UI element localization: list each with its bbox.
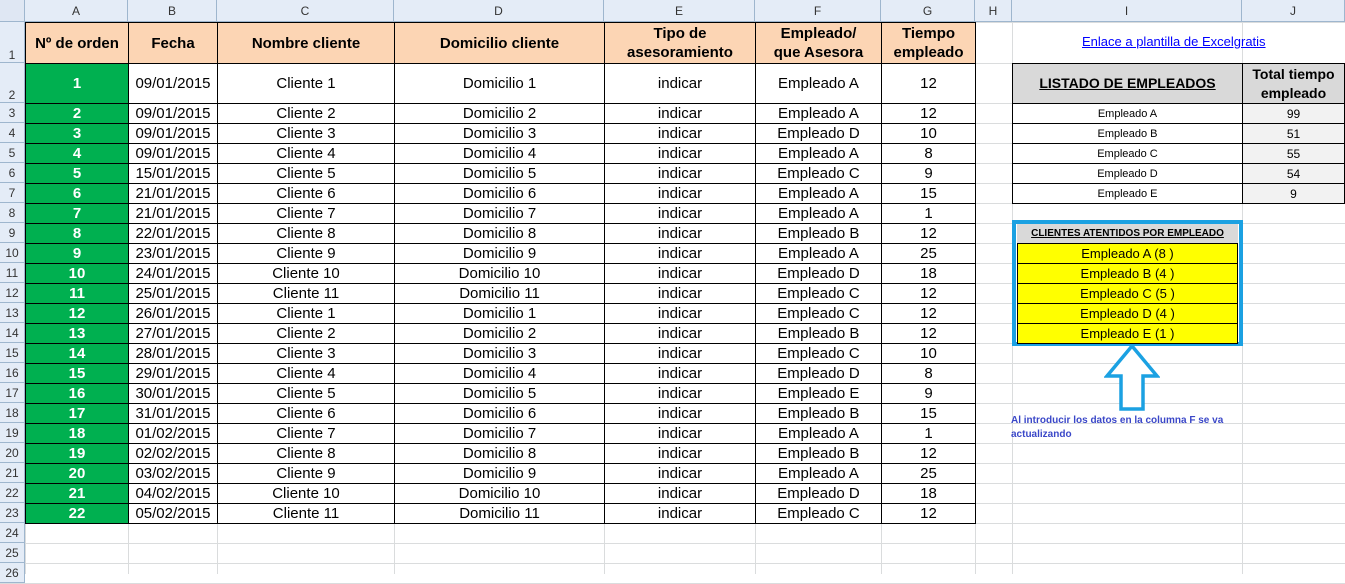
date-cell[interactable]: 09/01/2015 (128, 103, 218, 124)
employee-total-cell[interactable]: 55 (1242, 143, 1345, 164)
header-time-spent[interactable]: Tiempo empleado (881, 22, 976, 64)
client-cell[interactable]: Cliente 4 (217, 363, 395, 384)
time-cell[interactable]: 10 (881, 123, 976, 144)
address-cell[interactable]: Domicilio 2 (394, 323, 605, 344)
employee-name-cell[interactable]: Empleado E (1012, 183, 1243, 204)
time-cell[interactable]: 1 (881, 203, 976, 224)
date-cell[interactable]: 15/01/2015 (128, 163, 218, 184)
excelgratis-link[interactable]: Enlace a plantilla de Excelgratis (1082, 34, 1266, 49)
time-cell[interactable]: 25 (881, 243, 976, 264)
column-header-h[interactable]: H (975, 0, 1012, 22)
employee-cell[interactable]: Empleado D (755, 483, 882, 504)
employee-name-cell[interactable]: Empleado B (1012, 123, 1243, 144)
employee-cell[interactable]: Empleado A (755, 203, 882, 224)
advice-cell[interactable]: indicar (604, 483, 756, 504)
time-cell[interactable]: 1 (881, 423, 976, 444)
client-cell[interactable]: Cliente 3 (217, 343, 395, 364)
employee-cell[interactable]: Empleado D (755, 263, 882, 284)
row-header-23[interactable]: 23 (0, 503, 25, 523)
date-cell[interactable]: 26/01/2015 (128, 303, 218, 324)
order-cell[interactable]: 15 (25, 363, 129, 384)
row-header-16[interactable]: 16 (0, 363, 25, 383)
client-cell[interactable]: Cliente 9 (217, 463, 395, 484)
clients-box-item[interactable]: Empleado A (8 ) (1017, 244, 1238, 264)
row-header-15[interactable]: 15 (0, 343, 25, 363)
order-cell[interactable]: 5 (25, 163, 129, 184)
address-cell[interactable]: Domicilio 5 (394, 383, 605, 404)
order-cell[interactable]: 12 (25, 303, 129, 324)
client-cell[interactable]: Cliente 9 (217, 243, 395, 264)
time-cell[interactable]: 12 (881, 103, 976, 124)
up-arrow-icon (1104, 344, 1160, 412)
time-cell[interactable]: 18 (881, 483, 976, 504)
header-employee[interactable]: Empleado/ que Asesora (755, 22, 882, 64)
employee-name-cell[interactable]: Empleado A (1012, 103, 1243, 124)
date-cell[interactable]: 01/02/2015 (128, 423, 218, 444)
time-cell[interactable]: 12 (881, 223, 976, 244)
employee-cell[interactable]: Empleado A (755, 63, 882, 104)
address-cell[interactable]: Domicilio 11 (394, 283, 605, 304)
employee-cell[interactable]: Empleado B (755, 443, 882, 464)
employees-list-header[interactable]: LISTADO DE EMPLEADOS (1012, 63, 1243, 104)
header-client-name[interactable]: Nombre cliente (217, 22, 395, 64)
row-header-10[interactable]: 10 (0, 243, 25, 263)
employee-cell[interactable]: Empleado A (755, 143, 882, 164)
address-cell[interactable]: Domicilio 8 (394, 223, 605, 244)
client-cell[interactable]: Cliente 10 (217, 483, 395, 504)
order-cell[interactable]: 18 (25, 423, 129, 444)
order-cell[interactable]: 19 (25, 443, 129, 464)
time-cell[interactable]: 15 (881, 403, 976, 424)
advice-cell[interactable]: indicar (604, 163, 756, 184)
date-cell[interactable]: 28/01/2015 (128, 343, 218, 364)
time-cell[interactable]: 12 (881, 323, 976, 344)
advice-cell[interactable]: indicar (604, 463, 756, 484)
header-date[interactable]: Fecha (128, 22, 218, 64)
order-cell[interactable]: 8 (25, 223, 129, 244)
address-cell[interactable]: Domicilio 7 (394, 203, 605, 224)
address-cell[interactable]: Domicilio 5 (394, 163, 605, 184)
advice-cell[interactable]: indicar (604, 383, 756, 404)
gridline (0, 543, 1345, 544)
client-cell[interactable]: Cliente 10 (217, 263, 395, 284)
advice-cell[interactable]: indicar (604, 63, 756, 104)
employee-cell[interactable]: Empleado A (755, 183, 882, 204)
total-time-header[interactable]: Total tiempo empleado (1242, 63, 1345, 104)
advice-cell[interactable]: indicar (604, 403, 756, 424)
address-cell[interactable]: Domicilio 4 (394, 363, 605, 384)
time-cell[interactable]: 9 (881, 383, 976, 404)
date-cell[interactable]: 09/01/2015 (128, 63, 218, 104)
address-cell[interactable]: Domicilio 9 (394, 243, 605, 264)
address-cell[interactable]: Domicilio 6 (394, 403, 605, 424)
row-header-13[interactable]: 13 (0, 303, 25, 323)
column-header-f[interactable]: F (755, 0, 881, 22)
client-cell[interactable]: Cliente 11 (217, 503, 395, 524)
address-cell[interactable]: Domicilio 10 (394, 263, 605, 284)
address-cell[interactable]: Domicilio 7 (394, 423, 605, 444)
date-cell[interactable]: 09/01/2015 (128, 143, 218, 164)
employee-total-cell[interactable]: 99 (1242, 103, 1345, 124)
address-cell[interactable]: Domicilio 10 (394, 483, 605, 504)
address-cell[interactable]: Domicilio 4 (394, 143, 605, 164)
row-header-5[interactable]: 5 (0, 143, 25, 163)
column-header-j[interactable]: J (1242, 0, 1345, 22)
order-cell[interactable]: 7 (25, 203, 129, 224)
client-cell[interactable]: Cliente 5 (217, 163, 395, 184)
time-cell[interactable]: 8 (881, 143, 976, 164)
clients-box-title[interactable]: CLIENTES ATENTIDOS POR EMPLEADO (1017, 224, 1238, 244)
employee-cell[interactable]: Empleado B (755, 323, 882, 344)
column-header-d[interactable]: D (394, 0, 604, 22)
order-cell[interactable]: 2 (25, 103, 129, 124)
address-cell[interactable]: Domicilio 1 (394, 303, 605, 324)
date-cell[interactable]: 27/01/2015 (128, 323, 218, 344)
advice-cell[interactable]: indicar (604, 243, 756, 264)
order-cell[interactable]: 6 (25, 183, 129, 204)
row-header-4[interactable]: 4 (0, 123, 25, 143)
address-cell[interactable]: Domicilio 3 (394, 343, 605, 364)
date-cell[interactable]: 30/01/2015 (128, 383, 218, 404)
address-cell[interactable]: Domicilio 9 (394, 463, 605, 484)
employee-cell[interactable]: Empleado D (755, 363, 882, 384)
employee-cell[interactable]: Empleado C (755, 283, 882, 304)
address-cell[interactable]: Domicilio 11 (394, 503, 605, 524)
row-header-21[interactable]: 21 (0, 463, 25, 483)
advice-cell[interactable]: indicar (604, 103, 756, 124)
order-cell[interactable]: 22 (25, 503, 129, 524)
column-header-b[interactable]: B (128, 0, 217, 22)
employee-cell[interactable]: Empleado D (755, 123, 882, 144)
order-cell[interactable]: 1 (25, 63, 129, 104)
header-client-address[interactable]: Domicilio cliente (394, 22, 605, 64)
employee-cell[interactable]: Empleado C (755, 303, 882, 324)
date-cell[interactable]: 05/02/2015 (128, 503, 218, 524)
row-header-2[interactable]: 2 (0, 63, 25, 103)
order-cell[interactable]: 3 (25, 123, 129, 144)
date-cell[interactable]: 21/01/2015 (128, 183, 218, 204)
order-cell[interactable]: 13 (25, 323, 129, 344)
row-header-20[interactable]: 20 (0, 443, 25, 463)
advice-cell[interactable]: indicar (604, 363, 756, 384)
order-cell[interactable]: 11 (25, 283, 129, 304)
row-header-3[interactable]: 3 (0, 103, 25, 123)
employee-cell[interactable]: Empleado A (755, 243, 882, 264)
column-header-c[interactable]: C (217, 0, 394, 22)
order-cell[interactable]: 21 (25, 483, 129, 504)
date-cell[interactable]: 03/02/2015 (128, 463, 218, 484)
update-note: Al introducir los datos en la columna F se va actualizando (1011, 415, 1224, 440)
time-cell[interactable]: 9 (881, 163, 976, 184)
time-cell[interactable]: 12 (881, 503, 976, 524)
time-cell[interactable]: 8 (881, 363, 976, 384)
row-header-25[interactable]: 25 (0, 543, 25, 563)
employee-total-cell[interactable]: 51 (1242, 123, 1345, 144)
employee-cell[interactable]: Empleado B (755, 403, 882, 424)
advice-cell[interactable]: indicar (604, 443, 756, 464)
order-cell[interactable]: 17 (25, 403, 129, 424)
employee-name-cell[interactable]: Empleado C (1012, 143, 1243, 164)
address-cell[interactable]: Domicilio 1 (394, 63, 605, 104)
date-cell[interactable]: 02/02/2015 (128, 443, 218, 464)
employee-cell[interactable]: Empleado A (755, 103, 882, 124)
header-advice-type[interactable]: Tipo de asesoramiento (604, 22, 756, 64)
column-header-a[interactable]: A (25, 0, 128, 22)
row-header-8[interactable]: 8 (0, 203, 25, 223)
employee-cell[interactable]: Empleado C (755, 503, 882, 524)
employee-cell[interactable]: Empleado A (755, 463, 882, 484)
row-header-24[interactable]: 24 (0, 523, 25, 543)
row-header-26[interactable]: 26 (0, 563, 25, 583)
client-cell[interactable]: Cliente 1 (217, 303, 395, 324)
advice-cell[interactable]: indicar (604, 323, 756, 344)
date-cell[interactable]: 25/01/2015 (128, 283, 218, 304)
advice-cell[interactable]: indicar (604, 123, 756, 144)
client-cell[interactable]: Cliente 5 (217, 383, 395, 404)
date-cell[interactable]: 21/01/2015 (128, 203, 218, 224)
date-cell[interactable]: 29/01/2015 (128, 363, 218, 384)
date-cell[interactable]: 23/01/2015 (128, 243, 218, 264)
order-cell[interactable]: 9 (25, 243, 129, 264)
advice-cell[interactable]: indicar (604, 183, 756, 204)
time-cell[interactable]: 18 (881, 263, 976, 284)
client-cell[interactable]: Cliente 8 (217, 443, 395, 464)
column-header-g[interactable]: G (881, 0, 975, 22)
time-cell[interactable]: 12 (881, 303, 976, 324)
time-cell[interactable]: 25 (881, 463, 976, 484)
time-cell[interactable]: 12 (881, 63, 976, 104)
gridline (0, 563, 1345, 564)
row-header-1[interactable]: 1 (0, 22, 25, 63)
client-cell[interactable]: Cliente 6 (217, 403, 395, 424)
address-cell[interactable]: Domicilio 8 (394, 443, 605, 464)
employee-total-cell[interactable]: 9 (1242, 183, 1345, 204)
date-cell[interactable]: 31/01/2015 (128, 403, 218, 424)
clients-box-item[interactable]: Empleado C (5 ) (1017, 284, 1238, 304)
client-cell[interactable]: Cliente 7 (217, 203, 395, 224)
order-cell[interactable]: 14 (25, 343, 129, 364)
employee-total-cell[interactable]: 54 (1242, 163, 1345, 184)
row-header-17[interactable]: 17 (0, 383, 25, 403)
client-cell[interactable]: Cliente 6 (217, 183, 395, 204)
time-cell[interactable]: 12 (881, 283, 976, 304)
employee-cell[interactable]: Empleado E (755, 383, 882, 404)
date-cell[interactable]: 04/02/2015 (128, 483, 218, 504)
advice-cell[interactable]: indicar (604, 283, 756, 304)
row-header-9[interactable]: 9 (0, 223, 25, 243)
row-header-18[interactable]: 18 (0, 403, 25, 423)
advice-cell[interactable]: indicar (604, 343, 756, 364)
address-cell[interactable]: Domicilio 2 (394, 103, 605, 124)
row-header-19[interactable]: 19 (0, 423, 25, 443)
order-cell[interactable]: 4 (25, 143, 129, 164)
time-cell[interactable]: 12 (881, 443, 976, 464)
advice-cell[interactable]: indicar (604, 423, 756, 444)
header-order-number[interactable]: Nº de orden (25, 22, 129, 64)
client-cell[interactable]: Cliente 4 (217, 143, 395, 164)
address-cell[interactable]: Domicilio 6 (394, 183, 605, 204)
clients-box-item[interactable]: Empleado B (4 ) (1017, 264, 1238, 284)
row-header-7[interactable]: 7 (0, 183, 25, 203)
date-cell[interactable]: 24/01/2015 (128, 263, 218, 284)
employee-cell[interactable]: Empleado C (755, 163, 882, 184)
date-cell[interactable]: 09/01/2015 (128, 123, 218, 144)
row-header-6[interactable]: 6 (0, 163, 25, 183)
row-header-11[interactable]: 11 (0, 263, 25, 283)
employee-cell[interactable]: Empleado B (755, 223, 882, 244)
time-cell[interactable]: 15 (881, 183, 976, 204)
advice-cell[interactable]: indicar (604, 503, 756, 524)
select-all-corner[interactable] (0, 0, 25, 22)
employee-cell[interactable]: Empleado A (755, 423, 882, 444)
time-cell[interactable]: 10 (881, 343, 976, 364)
order-cell[interactable]: 20 (25, 463, 129, 484)
client-cell[interactable]: Cliente 1 (217, 63, 395, 104)
column-header-i[interactable]: I (1012, 0, 1242, 22)
client-cell[interactable]: Cliente 11 (217, 283, 395, 304)
column-header-e[interactable]: E (604, 0, 755, 22)
clients-box-item[interactable]: Empleado D (4 ) (1017, 304, 1238, 324)
row-header-14[interactable]: 14 (0, 323, 25, 343)
client-cell[interactable]: Cliente 2 (217, 323, 395, 344)
employee-name-cell[interactable]: Empleado D (1012, 163, 1243, 184)
advice-cell[interactable]: indicar (604, 143, 756, 164)
advice-cell[interactable]: indicar (604, 303, 756, 324)
row-header-22[interactable]: 22 (0, 483, 25, 503)
order-cell[interactable]: 16 (25, 383, 129, 404)
client-cell[interactable]: Cliente 3 (217, 123, 395, 144)
advice-cell[interactable]: indicar (604, 223, 756, 244)
address-cell[interactable]: Domicilio 3 (394, 123, 605, 144)
advice-cell[interactable]: indicar (604, 203, 756, 224)
client-cell[interactable]: Cliente 7 (217, 423, 395, 444)
date-cell[interactable]: 22/01/2015 (128, 223, 218, 244)
order-cell[interactable]: 10 (25, 263, 129, 284)
advice-cell[interactable]: indicar (604, 263, 756, 284)
client-cell[interactable]: Cliente 8 (217, 223, 395, 244)
row-header-12[interactable]: 12 (0, 283, 25, 303)
client-cell[interactable]: Cliente 2 (217, 103, 395, 124)
clients-box-item[interactable]: Empleado E (1 ) (1017, 324, 1238, 344)
employee-cell[interactable]: Empleado C (755, 343, 882, 364)
